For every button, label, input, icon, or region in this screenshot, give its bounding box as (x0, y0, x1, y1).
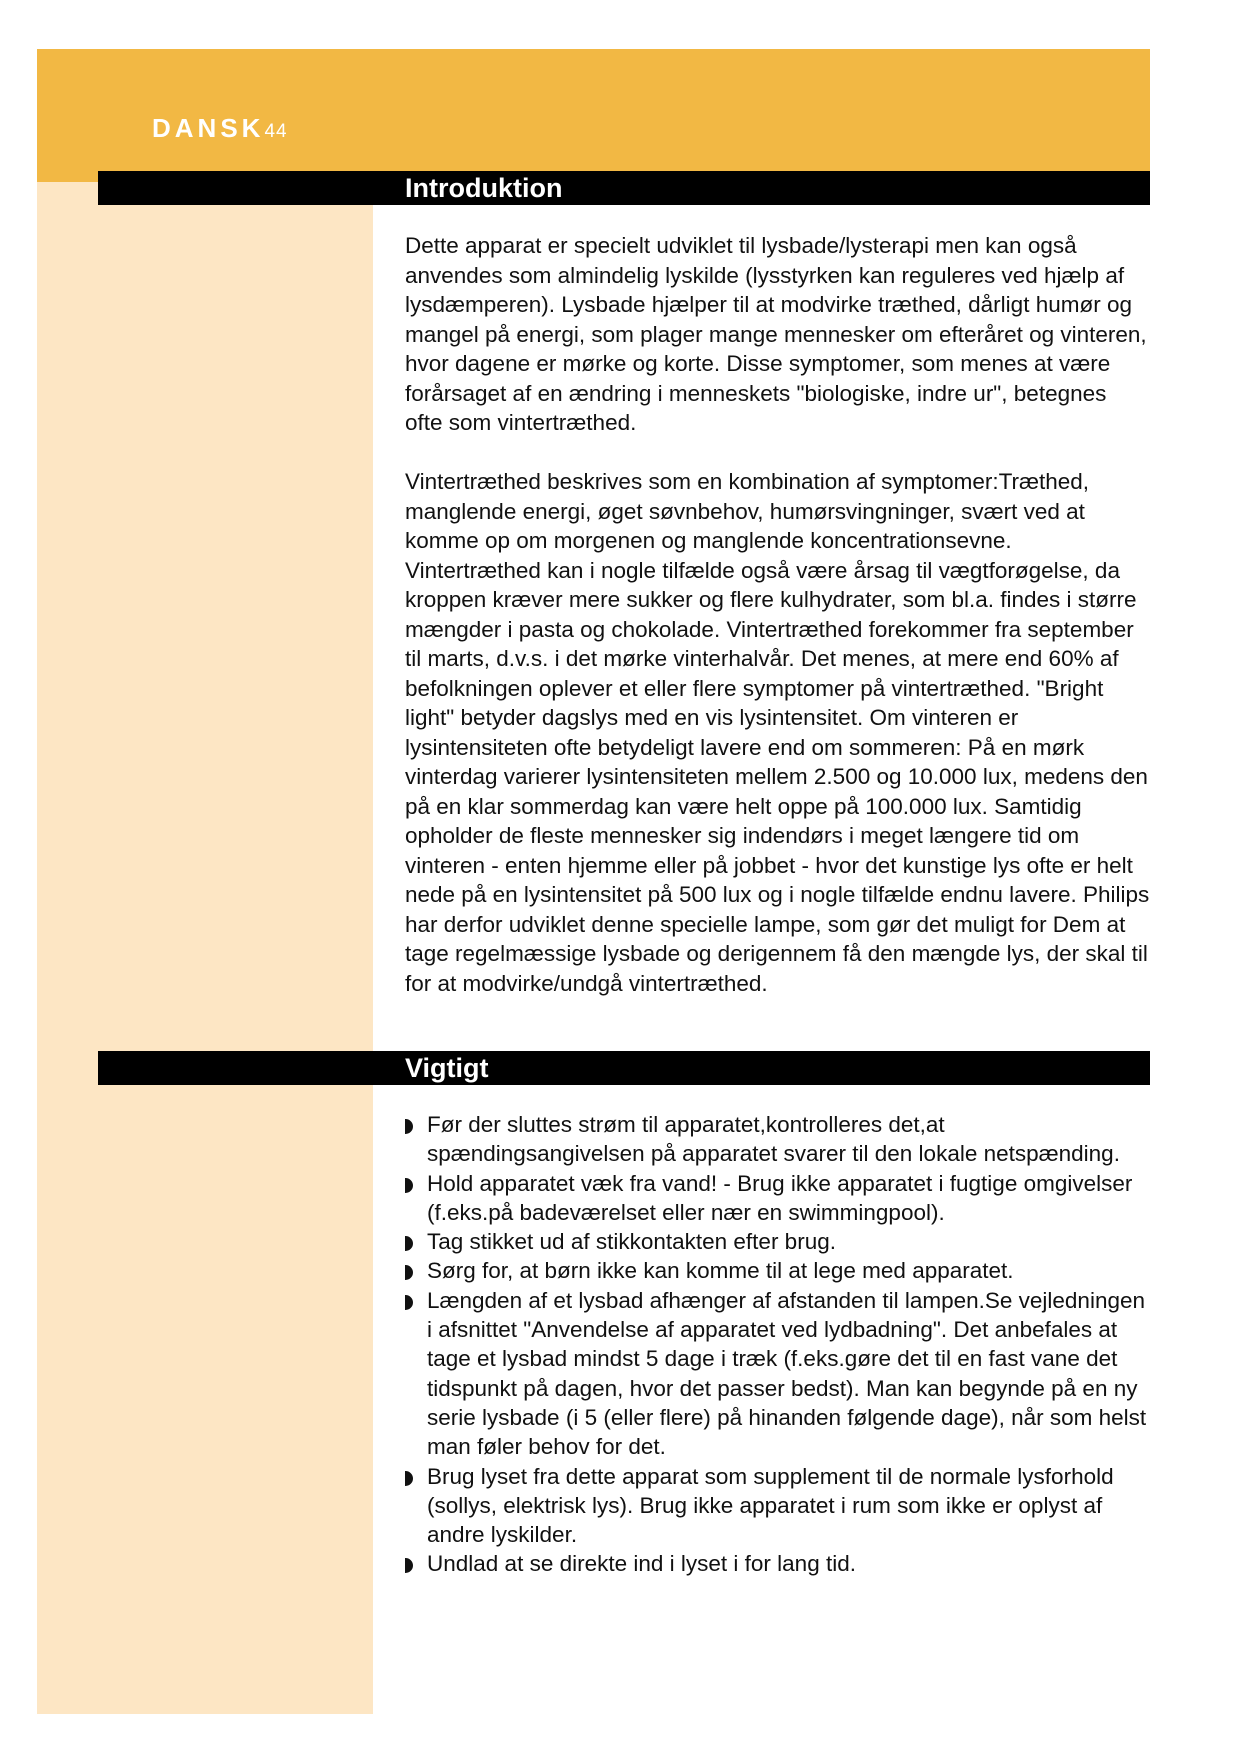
bullet-icon (405, 1236, 413, 1251)
introduction-paragraph: Vintertræthed beskrives som en kombination af symptomer:Træthed, manglende energi, øget søvnbehov, humørsvingninger, svært ved at komme op om morgenen og manglende koncentrationsevne. Vintertræthed kan i nogle tilfælde også være årsag til vægtforøgelse, da kroppen kræver mere sukker og flere kulhydrater, som bl.a. findes i større mængder i pasta og chokolade. Vintertræthed forekommer fra september til marts, d.v.s. i det mørke vinterhalvår. Det menes, at mere end 60% af befolkningen oplever et eller flere symptomer på vintertræthed. "Bright light" betyder dagslys med en vis lysintensitet. Om vinteren er lysintensiteten ofte betydeligt lavere end om sommeren: På en mørk vinterdag varierer lysintensiteten mellem 2.500 og 10.000 lux, medens den på en klar sommerdag kan være helt oppe på 100.000 lux. Samtidig opholder de fleste mennesker sig indendørs i meget længere tid om vinteren - enten hjemme eller på jobbet - hvor det kunstige lys ofte er helt nede på en lysintensitet på 500 lux og i nogle tilfælde endnu lavere. Philips har derfor udviklet denne specielle lampe, som gør det muligt for Dem at tage regelmæssige lysbade og derigennem få den mængde lys, der skal til for at modvirke/undgå vintertræthed. (405, 469, 1150, 996)
list-item-text: Hold apparatet væk fra vand! - Brug ikke apparatet i fugtige omgivelser (f.eks.på badeværelset eller nær en swimmingpool). (427, 1170, 1133, 1225)
list-item-text: Brug lyset fra dette apparat som supplement til de normale lysforhold (sollys, elektrisk lys). Brug ikke apparatet i rum som ikke er oplyst af andre lyskilder. (427, 1463, 1114, 1548)
list-item-text: Tag stikket ud af stikkontakten efter brug. (427, 1229, 836, 1255)
list-item (405, 1227, 1155, 1256)
important-heading: Vigtigt (405, 1053, 489, 1083)
list-item-text: Sørg for, at børn ikke kan komme til at lege med apparatet. (427, 1258, 1014, 1284)
bullet-icon (405, 1558, 413, 1573)
language-label (152, 113, 288, 144)
page-number: 44 (264, 121, 288, 142)
introduction-body (405, 231, 1150, 1028)
list-item (405, 1549, 1155, 1578)
important-heading-bar (98, 1051, 1150, 1085)
important-list (405, 1110, 1155, 1579)
language-name: DANSK (152, 113, 265, 143)
list-item-text: Længden af et lysbad afhænger af afstanden til lampen.Se vejledningen i afsnittet "Anvendelse af apparatet ved lydbadning". Det anbefales at tage et lysbad mindst 5 dage i træk (f.eks.gøre det til en fast vane det tidspunkt på dagen, hvor det passer bedst). Man kan begynde på en ny serie lysbade (i 5 (eller flere) på hinanden følgende dage), når som helst man føler behov for det. (427, 1287, 1147, 1460)
bullet-icon (405, 1265, 413, 1280)
introduction-heading-bar (98, 171, 1150, 205)
bullet-icon (405, 1119, 413, 1134)
bullet-icon (405, 1295, 413, 1310)
bullet-icon (405, 1471, 413, 1486)
list-item (405, 1110, 1155, 1169)
list-item (405, 1256, 1155, 1285)
left-margin-column (37, 182, 373, 1714)
list-item (405, 1286, 1155, 1462)
list-item-text: Før der sluttes strøm til apparatet,kontrolleres det,at spændingsangivelsen på apparatet svarer til den lokale netspænding. (427, 1112, 1120, 1167)
list-item (405, 1169, 1155, 1228)
list-item (405, 1462, 1155, 1550)
list-item-text: Undlad at se direkte ind i lyset i for lang tid. (427, 1551, 856, 1577)
bullet-icon (405, 1178, 413, 1193)
introduction-paragraph: Dette apparat er specielt udviklet til lysbade/lysterapi men kan også anvendes som almindelig lyskilde (lysstyrken kan reguleres ved hjælp af lysdæmperen). Lysbade hjælper til at modvirke træthed, dårligt humør og mangel på energi, som plager mange mennesker om efteråret og vinteren, hvor dagene er mørke og korte. Disse symptomer, som menes at være forårsaget af en ændring i menneskets "biologiske, indre ur", betegnes ofte som vintertræthed. (405, 233, 1147, 435)
introduction-heading: Introduktion (405, 173, 563, 203)
